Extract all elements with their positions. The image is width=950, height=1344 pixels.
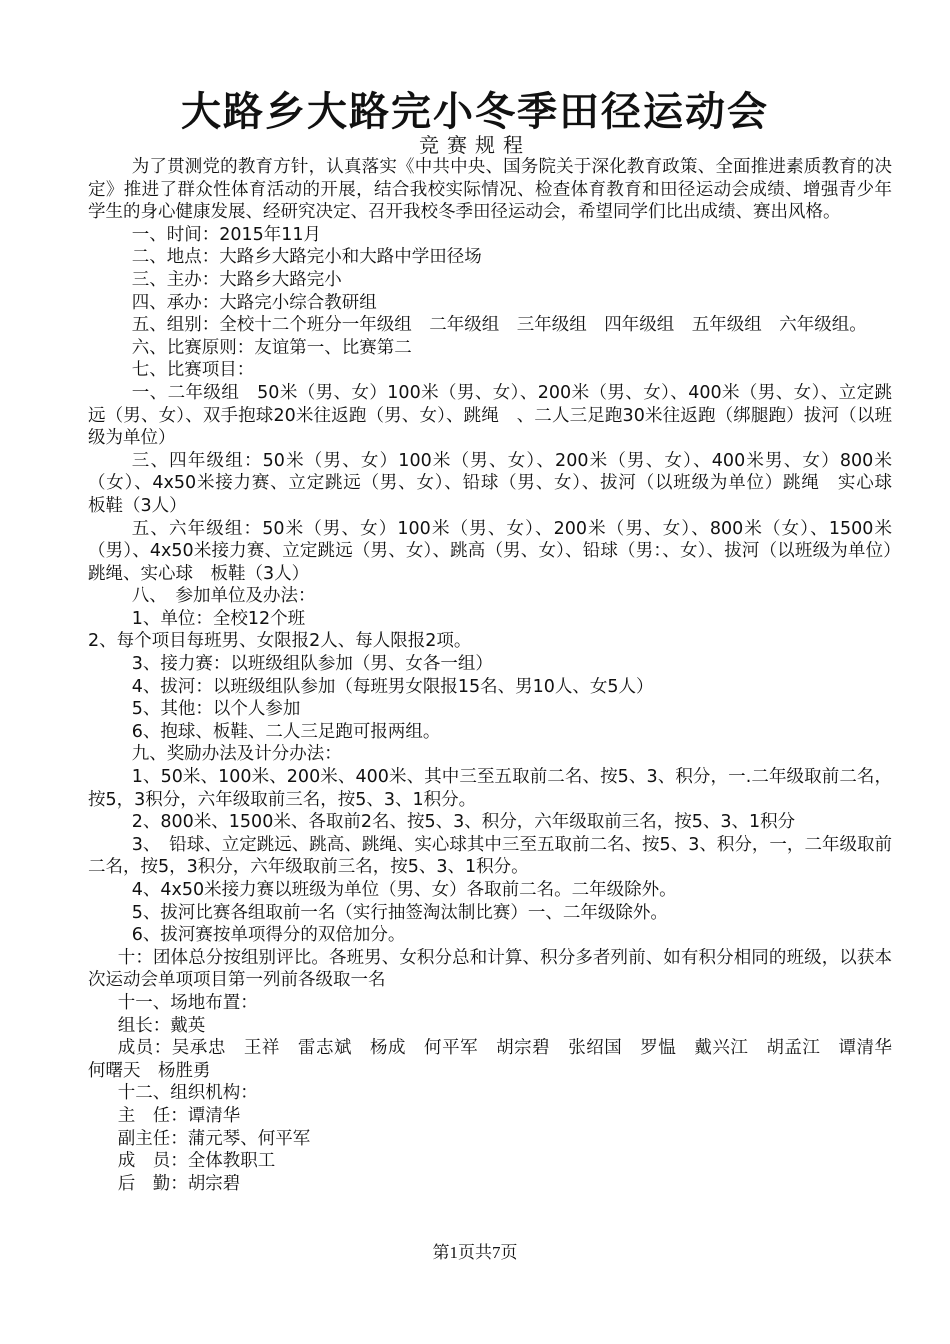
scoring-item: 4、4x50米接力赛以班级为单位（男、女）各取前二名。二年级除外。 — [131, 880, 677, 900]
section-participation-heading: 八、 参加单位及办法： — [131, 586, 316, 607]
section-principle: 六、比赛原则：友谊第一、比赛第二 — [131, 337, 412, 358]
participation-item: 5、其他：以个人参加 — [131, 699, 301, 720]
participation-item: 6、抱球、板鞋、二人三足跑可报两组。 — [131, 721, 441, 742]
scoring-item: 3、 铅球、立定跳远、跳高、跳绳、实心球其中三至五取前二名、按5、3、积分，一，二年级取前二名，按5，3积分，六年级取前三名，按5、3、1积分。 — [88, 834, 892, 878]
page-number-footer: 第1页共7页 — [432, 1243, 518, 1262]
organization-deputy-director: 副主任：蒲元琴、何平军 — [117, 1128, 311, 1149]
document-title: 大路乡大路完小冬季田径运动会 — [181, 88, 769, 135]
section-venue-heading: 十一、场地布置： — [117, 992, 258, 1013]
participation-item: 3、接力赛：以班级组队参加（男、女各一组） — [131, 654, 493, 675]
section-groups: 五、组别：全校十二个班分一年级组 二年级组 三年级组 四年级组 五年级组 六年级组。 — [131, 315, 867, 336]
scoring-item: 2、800米、1500米、各取前2名、按5、3、积分，六年级取前三名，按5、3、1积分 — [131, 812, 796, 833]
participation-item: 2、每个项目每班男、女限报2人、每人限报2项。 — [88, 631, 472, 652]
section-organization-heading: 十二、组织机构： — [117, 1083, 258, 1104]
organization-logistics: 后 勤：胡宗碧 — [117, 1173, 241, 1194]
organization-members: 成 员：全体教职工 — [117, 1151, 276, 1172]
events-grade-5-6: 五、六年级组：50米（男、女）100米（男、女）、200米（男、女）、800米（女）、1500米（男）、4x50米接力赛、立定跳远（男、女）、跳高（男、女）、铅球（男：、女）、拔河（以班级为单位）跳绳、实心球 板鞋（3人） — [88, 518, 892, 584]
section-scoring-heading: 九、奖励办法及计分办法： — [131, 744, 342, 765]
scoring-item: 1、50米、100米、200米、400米、其中三至五取前二名、按5、3、积分，一.二年级取前二名，按5，3积分，六年级取前三名，按5、3、1积分。 — [88, 767, 892, 810]
section-host: 三、主办：大路乡大路完小 — [131, 269, 342, 290]
events-grade-3-4: 三、四年级组：50米（男、女）100米（男、女）、200米（男、女）、400米男、女）800米（女）、4x50米接力赛、立定跳远（男、女）、铅球（男、女）、拔河（以班级为单位）跳绳 实心球 板鞋（3人） — [88, 450, 910, 516]
organization-director: 主 任：谭清华 — [117, 1105, 241, 1126]
section-location: 二、地点：大路乡大路完小和大路中学田径场 — [131, 247, 482, 268]
scoring-item: 6、拔河赛按单项得分的双倍加分。 — [131, 925, 406, 946]
section-organizer: 四、承办：大路完小综合教研组 — [131, 292, 377, 313]
participation-item: 1、单位：全校12个班 — [131, 608, 306, 629]
events-grade-1-2: 一、二年级组 50米（男、女）100米（男、女）、200米（男、女）、400米（男、女）、立定跳远（男、女）、双手抱球20米往返跑（男、女）、跳绳 、二人三足跑30米往返跑（绑腿跑）拔河（以班级为单位） — [88, 382, 892, 449]
section-events-heading: 七、比赛项目： — [131, 360, 255, 381]
intro-paragraph: 为了贯测党的教育方针，认真落实《中共中央、国务院关于深化教育政策、全面推进素质教育的决定》推进了群众性体育活动的开展，结合我校实际情况、检查体育教育和田径运动会成绩、增强青少年学生的身心健康发展、经研究决定、召开我校冬季田径运动会，希望同学们比出成绩、赛出风格。 — [88, 157, 892, 223]
section-team-score: 十：团体总分按组别评比。各班男、女积分总和计算、积分多者列前、如有积分相同的班级，以获本次运动会单项项目第一列前各级取一名 — [88, 947, 892, 991]
venue-leader: 组长：戴英 — [117, 1015, 206, 1036]
document-body — [88, 156, 910, 1195]
participation-item: 4、拔河：以班级组队参加（每班男女限报15名、男10人、女5人） — [131, 676, 654, 697]
venue-members: 成员：吴承忠 王祥 雷志斌 杨成 何平军 胡宗碧 张绍国 罗愠 戴兴江 胡孟江 谭清华 何曙天 杨胜勇 — [88, 1038, 910, 1081]
document-subtitle: 竞赛规程 — [419, 133, 531, 157]
scoring-item: 5、拔河比赛各组取前一名（实行抽签淘汰制比赛）一、二年级除外。 — [131, 902, 668, 923]
section-time: 一、时间：2015年11月 — [131, 224, 322, 245]
